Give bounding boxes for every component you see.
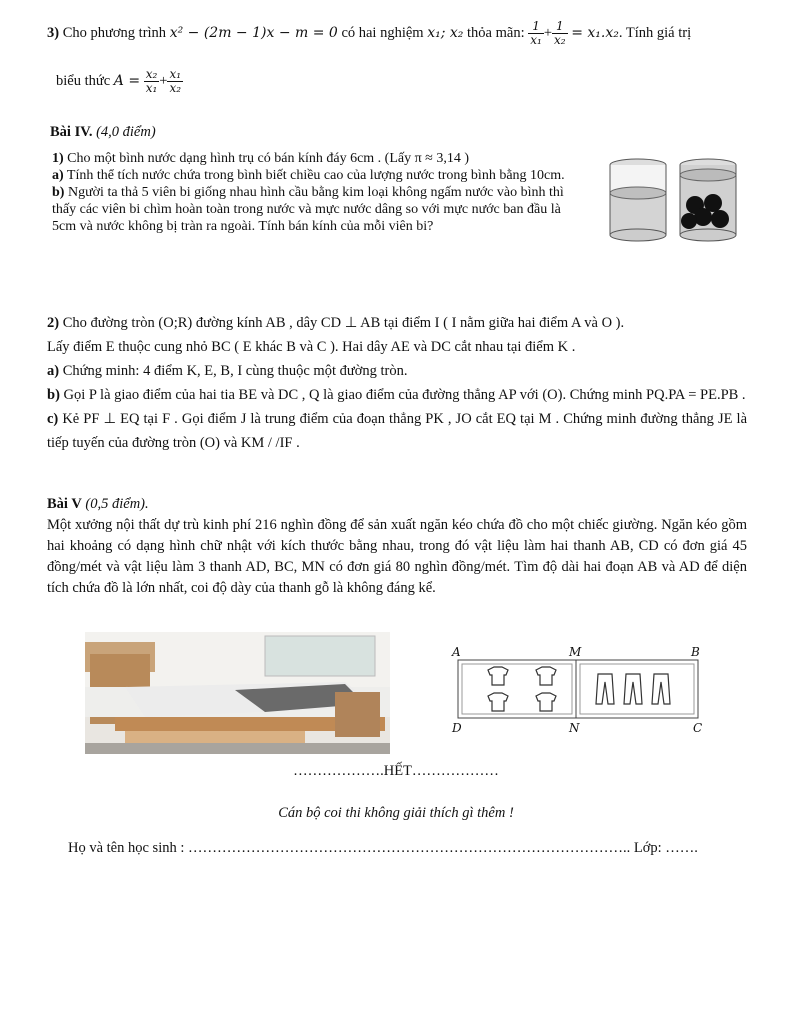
point-b-label: B bbox=[691, 645, 700, 659]
q3-equation: x² − (2m − 1)x − m = 0 bbox=[169, 25, 338, 42]
student-name-line: Họ và tên học sinh : ……………………………………………………………………………….. Lớp: ……. bbox=[68, 840, 698, 856]
q3-a-frac2: $\frac{\text{x₁}}{\text{x₂}}$ bbox=[169, 67, 182, 96]
bed-photo bbox=[85, 632, 390, 754]
p2-label: 2) bbox=[47, 315, 60, 331]
q3-expr-lhs: A = bbox=[113, 73, 141, 90]
p2-line1: Cho đường tròn (O;R) đường kính AB , dây CD ⊥ AB tại điểm I ( I nằm giữa hai điểm A và O ). bbox=[62, 315, 625, 331]
drawer-diagram bbox=[448, 644, 710, 736]
pb-text: Gọi P là giao điểm của hai tia BE và DC , Q là giao điểm của đường thẳng AP với (O). Chứng minh PQ.PA = PE.PB . bbox=[63, 386, 746, 403]
p1-text: Cho một bình nước dạng hình trụ có bán kính đáy 6cm . (Lấy π ≈ 3,14 ) bbox=[67, 151, 470, 166]
q3-frac2: $\frac{1}{\text{x₂}}$ bbox=[554, 19, 566, 48]
q3-text1: Cho phương trình bbox=[62, 25, 167, 42]
point-m-label: M bbox=[569, 645, 582, 659]
pa-text: Chứng minh: 4 điểm K, E, B, I cùng thuộc một đường tròn. bbox=[62, 362, 408, 379]
bai5-block bbox=[47, 494, 747, 599]
q3-text3: thỏa mãn: bbox=[467, 25, 525, 42]
q3-label: 3) bbox=[47, 25, 60, 42]
point-d-label: D bbox=[452, 721, 462, 735]
bai4-points: (4,0 điểm) bbox=[96, 124, 156, 140]
end-marker: ……………….HẾT……………… bbox=[293, 763, 499, 779]
pb-label: b) bbox=[47, 386, 60, 403]
p2-line2: Lấy điểm E thuộc cung nhỏ BC ( E khác B và C ). Hai dây AE và DC cắt nhau tại điểm K . bbox=[47, 338, 576, 355]
bai4-heading bbox=[50, 123, 156, 141]
b-label: b) bbox=[52, 185, 65, 201]
proctor-note: Cán bộ coi thi không giải thích gì thêm ! bbox=[278, 805, 514, 821]
bai5-text: Một xưởng nội thất dự trù kinh phí 216 nghìn đồng để sản xuất ngăn kéo chứa đồ cho một chiếc giường. Ngăn kéo gồm hai khoảng có dạng hình chữ nhật với kích thước bằng nhau, trong đó vật liệu làm hai thanh AB, CD có đơn giá 45 đồng/mét và vật liệu làm 3 thanh AD, BC, MN có đơn giá 80 nghìn đồng/mét. Tìm độ dài hai đoạn AB và AD để diện tích chứa đồ là lớn nhất, coi độ dày của thanh gỗ là không đáng kể. bbox=[47, 517, 747, 597]
a-label: a) bbox=[52, 168, 64, 184]
pc-label: c) bbox=[47, 410, 59, 427]
q3-roots: x₁; x₂ bbox=[427, 25, 464, 42]
q3-text5: biểu thức bbox=[56, 73, 111, 90]
q3-line2: biểu thức A = $\frac{\text{x₂}}{\text{x₁}}$ + $\frac{\text{x₁}}{\text{x₂}}$ bbox=[56, 67, 182, 96]
bai4-title: Bài IV. bbox=[50, 124, 93, 140]
point-n-label: N bbox=[569, 721, 580, 735]
bai5-points: (0,5 điểm). bbox=[85, 496, 149, 512]
pc-text: Kẻ PF ⊥ EQ tại F . Gọi điểm J là trung điểm của đoạn thẳng PK , JO cắt EQ tại M . Chứng minh đường thẳng JE là tiếp tuyến của đường tròn (O) và KM / /IF . bbox=[47, 410, 747, 451]
pa-label: a) bbox=[47, 362, 60, 379]
bai4-part1 bbox=[52, 150, 587, 235]
point-c-label: C bbox=[693, 721, 703, 735]
point-a-label: A bbox=[452, 645, 461, 659]
p1-label: 1) bbox=[52, 151, 64, 166]
cylinders-illustration bbox=[603, 155, 743, 245]
bai4-part2 bbox=[47, 312, 747, 456]
q3-frac1: $\frac{1}{\text{x₁}}$ bbox=[530, 19, 542, 48]
a-text: Tính thể tích nước chứa trong bình biết chiều cao của lượng nước trong bình bằng 10cm. bbox=[66, 168, 565, 184]
b-text: Người ta thả 5 viên bi giống nhau hình cầu bằng kim loại không ngấm nước vào bình thì thấy các viên bi chìm hoàn toàn trong nước và mực nước dâng so với mực nước ban đầu là 5cm và nước không bị tràn ra ngoài. Tính bán kính của mỗi viên bi? bbox=[52, 185, 564, 235]
q3-line1: 3) Cho phương trình x² − (2m − 1)x − m = 0 có hai nghiệm x₁; x₂ thỏa mãn: $\frac{1}{\text{x₁}}$ + $\frac{1}{\text{x₂}}$ = x₁.x₂. Tính giá trị bbox=[47, 19, 692, 48]
q3-text4: . Tính giá trị bbox=[618, 25, 692, 42]
q3-condition-tail: = x₁.x₂ bbox=[571, 25, 619, 42]
q3-a-frac1: $\frac{\text{x₂}}{\text{x₁}}$ bbox=[145, 67, 158, 96]
q3-text2: có hai nghiệm bbox=[341, 25, 424, 42]
bai5-title: Bài V bbox=[47, 496, 82, 512]
